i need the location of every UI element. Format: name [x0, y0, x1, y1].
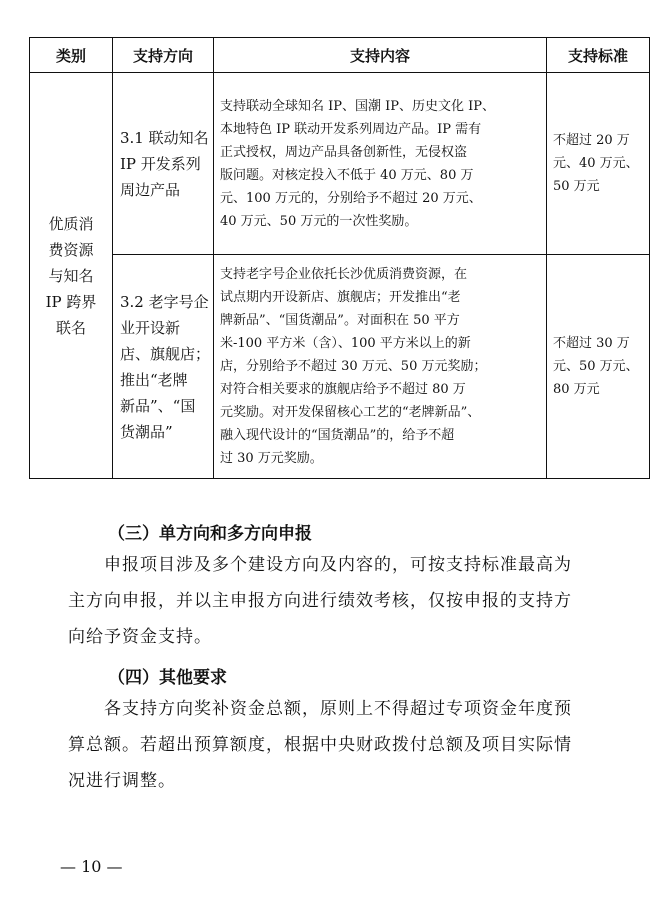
paragraph-line: 算总额。若超出预算额度，根据中央财政拨付总额及项目实际情: [68, 735, 572, 755]
standard-line: 50 万元: [553, 179, 600, 194]
table-row: [30, 73, 650, 255]
section-3-paragraph: [68, 547, 633, 655]
content-line: 元、100 万元的，分别给予不超过 20 万元、: [220, 190, 482, 206]
category-line: 与知名: [48, 266, 94, 285]
standard-line: 不超过 20 万: [553, 133, 630, 148]
section-4-paragraph: [68, 691, 633, 799]
category-line: 优质消: [48, 214, 94, 233]
content-line: 正式授权，周边产品具备创新性，无侵权盗: [220, 144, 468, 160]
content-line: 对符合相关要求的旗舰店给予不超过 80 万: [220, 382, 466, 397]
standard-line: 元、50 万元、: [553, 359, 639, 374]
support-table: [29, 37, 650, 479]
content-line: 融入现代设计的“国货潮品”的，给予不超: [220, 428, 455, 443]
content-cell: [214, 73, 547, 255]
content-line: 本地特色 IP 联动开发系列周边产品。IP 需有: [220, 121, 482, 137]
content-line: 版问题。对核定投入不低于 40 万元、80 万: [220, 167, 474, 183]
section-4-heading: （四）其他要求: [108, 668, 227, 688]
direction-line: 3.1 联动知名: [120, 128, 209, 147]
direction-line: 货潮品”: [120, 422, 173, 441]
content-line: 过 30 万元奖励。: [220, 451, 323, 466]
table-row: [30, 255, 650, 479]
direction-line: 店、旗舰店；: [120, 344, 211, 363]
standard-line: 不超过 30 万: [553, 336, 630, 351]
paragraph-line: 向给予资金支持。: [68, 627, 212, 647]
direction-line: IP 开发系列: [120, 154, 201, 173]
header-content: 支持内容: [214, 38, 547, 73]
paragraph-line: 况进行调整。: [68, 771, 176, 791]
content-line: 元奖励。对开发保留核心工艺的“老牌新品”、: [220, 405, 481, 420]
content-line: 40 万元、50 万元的一次性奖励。: [220, 213, 418, 229]
header-direction: 支持方向: [113, 38, 214, 73]
table-header-row: [30, 38, 650, 73]
paragraph-line: 申报项目涉及多个建设方向及内容的，可按支持标准最高为: [104, 555, 572, 575]
content-line: 支持联动全球知名 IP、国潮 IP、历史文化 IP、: [220, 98, 496, 114]
direction-line: 3.2 老字号企: [120, 292, 209, 311]
category-line: IP 跨界: [45, 292, 97, 311]
standard-cell: [547, 73, 650, 255]
direction-line: 推出“老牌: [120, 370, 188, 389]
standard-cell: [547, 255, 650, 479]
direction-line: 业开设新: [120, 318, 181, 337]
direction-line: 新品”、“国: [120, 396, 196, 415]
direction-line: 周边产品: [120, 180, 181, 199]
paragraph-line: 各支持方向奖补资金总额，原则上不得超过专项资金年度预: [104, 699, 572, 719]
direction-cell: [113, 73, 214, 255]
page-number: — 10 —: [60, 857, 123, 876]
category-line: 联名: [55, 318, 86, 337]
content-cell: [214, 255, 547, 479]
standard-line: 元、40 万元、: [553, 156, 639, 171]
section-3-heading: （三）单方向和多方向申报: [108, 524, 312, 544]
header-category: 类别: [30, 38, 113, 73]
content-line: 米-100 平方米（含）、100 平方米以上的新: [220, 336, 471, 351]
content-line: 店，分别给予不超过 30 万元、50 万元奖励；: [220, 359, 487, 374]
content-line: 支持老字号企业依托长沙优质消费资源，在: [220, 267, 468, 282]
paragraph-line: 主方向申报，并以主申报方向进行绩效考核，仅按申报的支持方: [68, 591, 572, 611]
header-standard: 支持标准: [547, 38, 650, 73]
direction-cell: [113, 255, 214, 479]
standard-line: 80 万元: [553, 382, 600, 397]
content-line: 牌新品”、“国货潮品”。对面积在 50 平方: [220, 313, 460, 328]
content-line: 试点期内开设新店、旗舰店；开发推出“老: [220, 290, 461, 305]
category-cell: [30, 73, 113, 479]
category-line: 费资源: [48, 240, 94, 259]
